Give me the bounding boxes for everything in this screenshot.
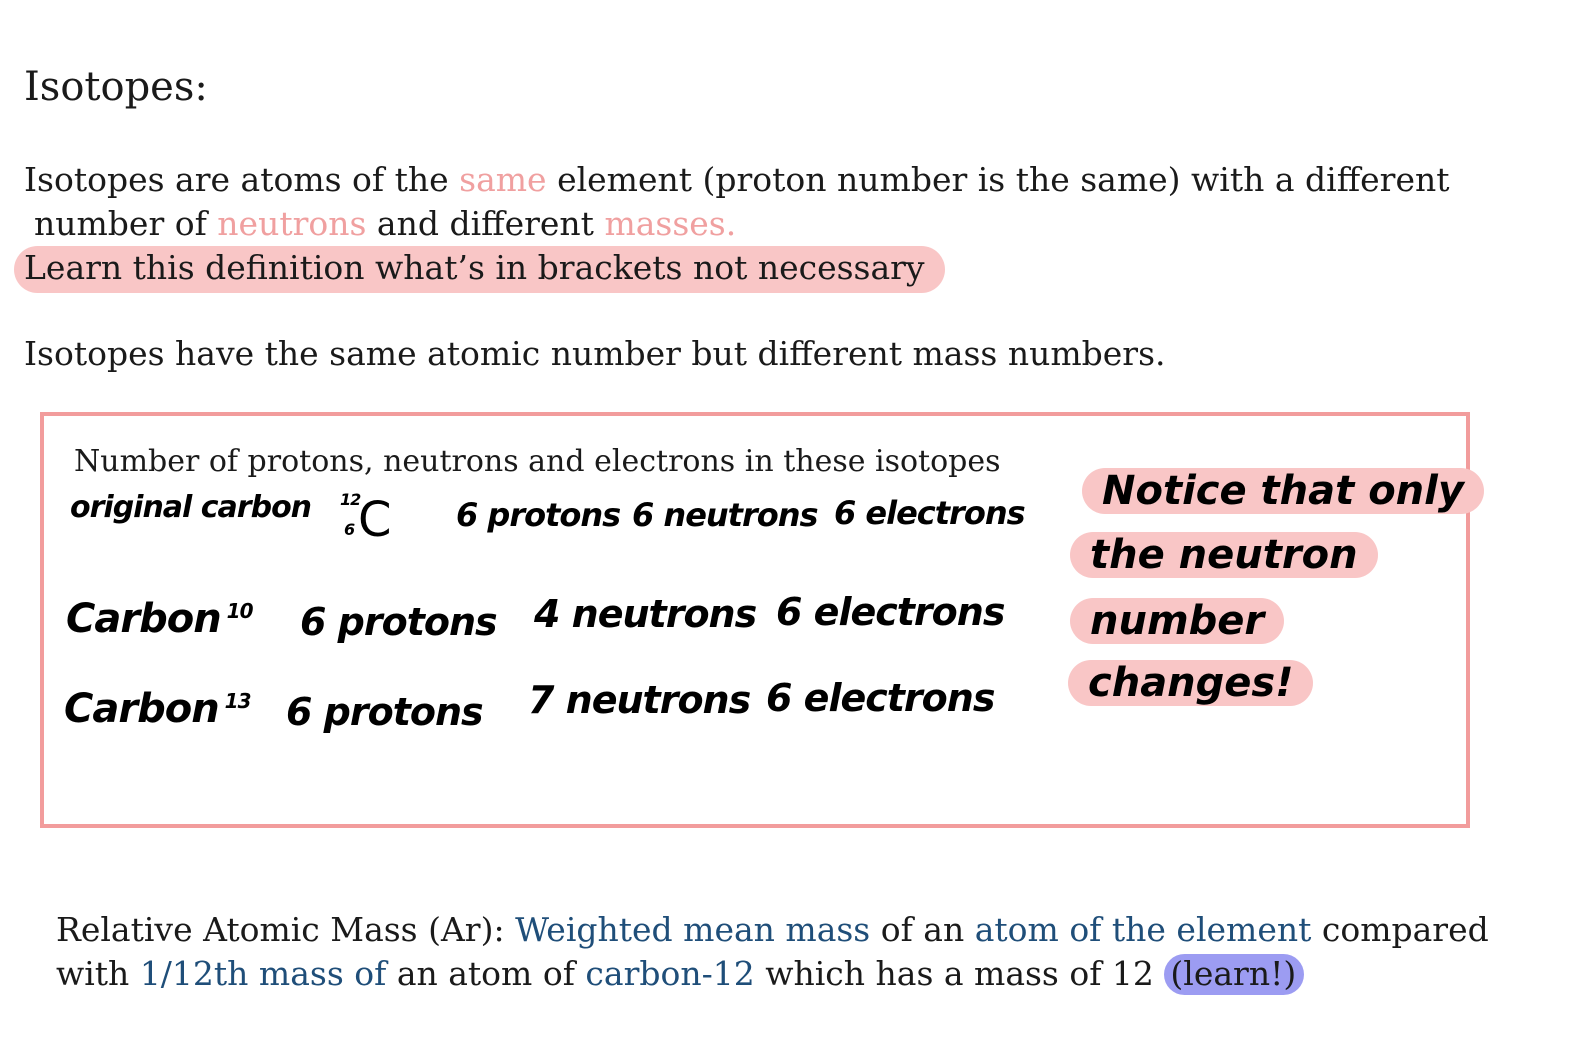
- ram-text: compared: [1311, 910, 1489, 949]
- row-2-protons: 6 protons: [300, 600, 497, 644]
- definition-text: element (proton number is the same) with a different: [546, 160, 1450, 199]
- isotope-name: Carbon: [66, 596, 221, 642]
- row-2-electrons: 6 electrons: [776, 590, 1005, 634]
- row-3-protons: 6 protons: [286, 690, 483, 734]
- ram-text: of an: [870, 910, 975, 949]
- mass-number: 10: [226, 598, 253, 623]
- row-1-neutrons: 6 neutrons: [632, 496, 818, 534]
- definition-text: number of: [34, 204, 218, 243]
- note-line-3: number: [1070, 598, 1284, 644]
- row-1-label: original carbon: [70, 490, 312, 525]
- keyword-neutrons: neutrons: [217, 204, 367, 243]
- row-3-electrons: 6 electrons: [766, 676, 995, 720]
- row-1-nuclide: [340, 490, 400, 548]
- note-line-2: the neutron: [1070, 532, 1378, 578]
- definition-text: Isotopes are atoms of the: [24, 160, 460, 199]
- learn-badge: (learn!): [1164, 954, 1304, 995]
- ram-text: with: [56, 954, 140, 993]
- row-1-electrons: 6 electrons: [834, 494, 1025, 532]
- ram-line-1: [56, 910, 1489, 949]
- keyword-weighted-mean: Weighted mean mass: [515, 910, 871, 949]
- keyword-twelfth: 1/12th mass of: [139, 954, 387, 993]
- ram-line-2: [56, 954, 1304, 993]
- mass-number: 12: [340, 490, 361, 509]
- page-title: Isotopes:: [24, 64, 208, 110]
- row-2-label: [66, 596, 253, 642]
- row-3-label: [64, 686, 251, 732]
- definition-line-1: [24, 160, 1450, 199]
- note-line-1: Notice that only: [1082, 468, 1484, 514]
- mass-number: 13: [224, 688, 251, 713]
- ram-text: an atom of: [386, 954, 586, 993]
- keyword-atom-element: atom of the element: [974, 910, 1312, 949]
- row-1-protons: 6 protons: [456, 496, 621, 534]
- keyword-masses: masses.: [604, 204, 737, 243]
- row-2-neutrons: 4 neutrons: [534, 592, 757, 636]
- learn-note-text: Learn this definition what’s in brackets not necessary: [14, 246, 945, 293]
- definition-line-2: [34, 204, 736, 243]
- note-line-4: changes!: [1068, 660, 1313, 706]
- atomic-number: 6: [344, 520, 355, 539]
- element-symbol: C: [358, 492, 391, 548]
- keyword-carbon-12: carbon-12: [585, 954, 755, 993]
- nuclide-symbol: [340, 490, 400, 548]
- row-3-neutrons: 7 neutrons: [528, 678, 751, 722]
- ram-text: Relative Atomic Mass (Ar):: [56, 910, 516, 949]
- isotope-name: Carbon: [64, 686, 219, 732]
- ram-text: which has a mass of 12: [754, 954, 1165, 993]
- box-heading: Number of protons, neutrons and electrons in these isotopes: [74, 444, 1001, 479]
- learn-note: [14, 248, 945, 287]
- atomic-statement: Isotopes have the same atomic number but different mass numbers.: [24, 334, 1166, 373]
- definition-text: and different: [366, 204, 605, 243]
- keyword-same: same: [459, 160, 547, 199]
